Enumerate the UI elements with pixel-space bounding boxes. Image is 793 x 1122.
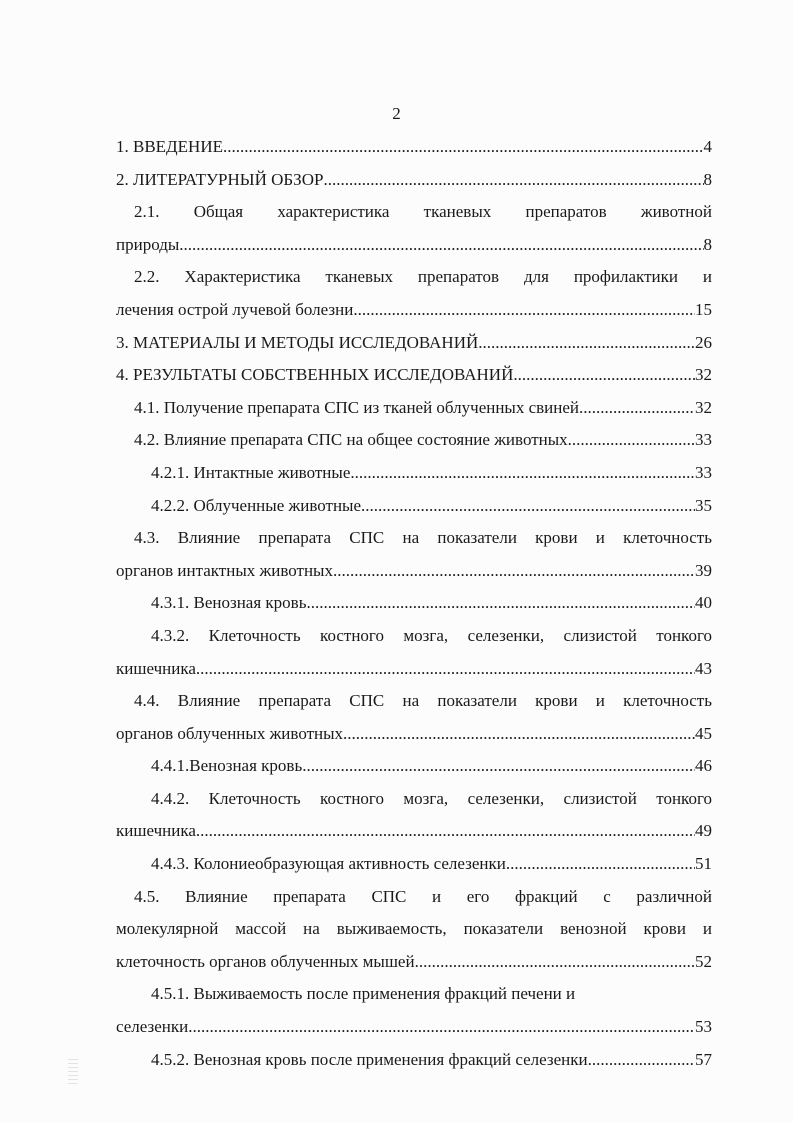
- toc-entry-page: 26: [695, 332, 712, 352]
- toc-entry-page: 4: [703, 137, 712, 156]
- toc-entry-4-2[interactable]: [116, 426, 712, 459]
- toc-entry-4-3-line[interactable]: 4.3. Влияние препарата СПС на показатели крови и клеточность: [134, 528, 712, 548]
- toc-entry-page: 32: [695, 365, 712, 385]
- toc-entry-title: 4.2.1. Интактные животные.: [151, 462, 355, 482]
- toc-entry-4-2-2[interactable]: [116, 492, 712, 525]
- toc-entry-title: лечения острой лучевой болезни.: [116, 299, 358, 319]
- toc-entry-page: 49: [695, 821, 712, 841]
- toc-entry-4-5-2[interactable]: [116, 1046, 712, 1079]
- toc-entry-4-4-3[interactable]: [116, 850, 712, 883]
- dot-leader: [568, 426, 695, 454]
- toc-entry-title: 4.5.2. Венозная кровь после применения фракций селезенки.: [151, 1049, 592, 1069]
- toc-entry-4-5[interactable]: [116, 948, 712, 981]
- toc-entry-title: 4.1. Получение препарата СПС из тканей облученных свиней.: [134, 397, 584, 417]
- toc-entry-2-1[interactable]: [116, 231, 712, 264]
- toc-entry-title: 4.4.1.Венозная кровь: [151, 756, 303, 776]
- dot-leader: [306, 589, 695, 617]
- dot-leader: [302, 752, 695, 780]
- toc-entry-4-5-1[interactable]: [116, 1013, 712, 1046]
- toc-entry-page: 15: [695, 299, 712, 319]
- toc-entry-title: кишечника.: [116, 821, 201, 841]
- dot-leader: [361, 492, 695, 520]
- toc-entry-page: 57: [695, 1049, 712, 1069]
- toc-entry-page: 40: [695, 593, 712, 613]
- table-of-contents: [116, 133, 712, 1078]
- toc-entry-page: 52: [695, 951, 712, 971]
- toc-entry-4-1[interactable]: [116, 394, 712, 427]
- toc-entry-4-5-1-line[interactable]: [116, 980, 712, 1013]
- toc-entry-title: органов облученных животных: [116, 723, 344, 743]
- toc-entry-title: органов интактных животных.: [116, 560, 338, 580]
- dot-leader: [483, 329, 695, 357]
- toc-entry-4-4[interactable]: [116, 720, 712, 753]
- dot-leader: [184, 231, 704, 259]
- toc-entry-2-2[interactable]: [116, 296, 712, 329]
- dot-leader: [323, 166, 703, 194]
- toc-entry-page: 35: [695, 495, 712, 515]
- toc-entry-4-5-line[interactable]: молекулярной массой на выживаемость, показатели венозной крови и: [116, 919, 712, 939]
- toc-entry-page: 46: [695, 756, 712, 776]
- toc-entry-page: 8: [703, 169, 712, 189]
- toc-entry-title: 2. ЛИТЕРАТУРНЫЙ ОБЗОР: [116, 169, 324, 189]
- toc-entry-4-4-1[interactable]: [116, 752, 712, 785]
- toc-entry-title: 4.2. Влияние препарата СПС на общее состояние животных: [134, 430, 568, 450]
- dot-leader: [506, 850, 695, 878]
- toc-entry-page: 33: [695, 430, 712, 450]
- toc-entry-title: 4.3.1. Венозная кровь: [151, 593, 307, 613]
- toc-entry-literature-review[interactable]: [116, 166, 712, 199]
- toc-entry-methods[interactable]: [116, 329, 712, 362]
- dot-leader: [200, 817, 695, 845]
- toc-entry-4-4-line[interactable]: 4.4. Влияние препарата СПС на показатели крови и клеточность: [134, 691, 712, 711]
- toc-entry-page: 51: [695, 854, 712, 874]
- toc-entry-4-5-line[interactable]: 4.5. Влияние препарата СПС и его фракций с различной: [134, 886, 712, 906]
- toc-entry-4-3-2[interactable]: [116, 655, 712, 688]
- toc-entry-4-4-2[interactable]: [116, 817, 712, 850]
- toc-entry-title: 3. МАТЕРИАЛЫ И МЕТОДЫ ИССЛЕДОВАНИЙ.: [116, 332, 483, 352]
- dot-leader: [343, 720, 695, 748]
- toc-entry-page: 43: [695, 658, 712, 678]
- dot-leader: [358, 296, 695, 324]
- toc-entry-title: кишечника.: [116, 658, 201, 678]
- toc-entry-2-2-line[interactable]: 2.2. Характеристика тканевых препаратов для профилактики и: [134, 267, 712, 287]
- toc-entry-page: 32: [695, 397, 712, 417]
- dot-leader: [223, 133, 704, 161]
- toc-entry-2-1-line[interactable]: 2.1. Общая характеристика тканевых препаратов животной: [134, 202, 712, 222]
- toc-entry-title: 1. ВВЕДЕНИЕ: [116, 137, 223, 156]
- toc-entry-page: 8: [703, 234, 712, 254]
- toc-entry-4-2-1[interactable]: [116, 459, 712, 492]
- dot-leader: [337, 557, 695, 585]
- toc-entry-page: 45: [695, 723, 712, 743]
- toc-entry-title: природы.: [116, 234, 184, 254]
- dot-leader: [355, 459, 695, 487]
- toc-entry-4-4-2-line[interactable]: 4.4.2. Клеточность костного мозга, селезенки, слизистой тонкого: [151, 788, 712, 808]
- toc-entry-page: 39: [695, 560, 712, 580]
- dot-leader: [592, 1046, 695, 1074]
- page-number: 2: [392, 104, 401, 123]
- toc-entry-title: селезенки: [116, 1017, 189, 1037]
- toc-entry-title: 4. РЕЗУЛЬТАТЫ СОБСТВЕННЫХ ИССЛЕДОВАНИЙ.: [116, 365, 518, 385]
- dot-leader: [415, 948, 695, 976]
- toc-entry-4-3-1[interactable]: [116, 589, 712, 622]
- toc-entry-4-3-2-line[interactable]: 4.3.2. Клеточность костного мозга, селезенки, слизистой тонкого: [151, 625, 712, 645]
- toc-entry-introduction[interactable]: [116, 133, 712, 166]
- dot-leader: [200, 655, 695, 683]
- toc-entry-page: 33: [695, 462, 712, 482]
- toc-entry-title: 4.2.2. Облученные животные: [151, 495, 362, 515]
- toc-entry-results[interactable]: [116, 361, 712, 394]
- dot-leader: [518, 361, 695, 389]
- toc-entry-title: 4.4.3. Колониеобразующая активность селезенки: [151, 854, 506, 874]
- toc-entry-page: 53: [695, 1017, 712, 1037]
- toc-entry-4-3[interactable]: [116, 557, 712, 590]
- dot-leader: [188, 1013, 695, 1041]
- dot-leader: [583, 394, 695, 422]
- scan-artifact: [68, 1056, 78, 1084]
- toc-entry-title: 4.5.1. Выживаемость после применения фракций печени и: [151, 984, 576, 1004]
- toc-entry-title: клеточность органов облученных мышей: [116, 951, 415, 971]
